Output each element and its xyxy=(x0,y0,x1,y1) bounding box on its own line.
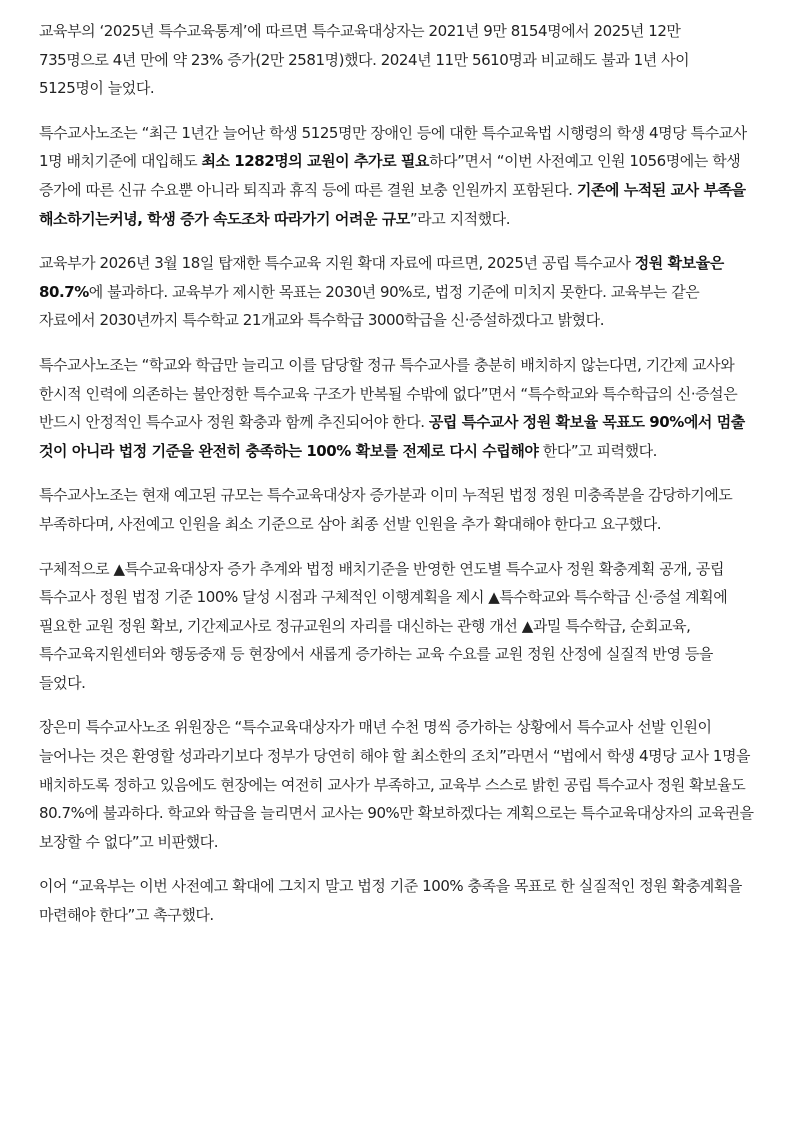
article-paragraph xyxy=(39,555,754,698)
paragraph-text: ”라고 지적했다. xyxy=(409,209,511,228)
article-paragraph xyxy=(39,119,754,233)
paragraph-text: 이어 “교육부는 이번 사전예고 확대에 그치지 말고 법정 기준 100% 충족을 목표로 한 실질적인 정원 확충계획을 마련해야 한다”고 촉구했다. xyxy=(39,877,742,925)
paragraph-text: 장은미 특수교사노조 위원장은 “특수교육대상자가 매년 수천 명씩 증가하는 상황에서 특수교사 선발 인원이 늘어나는 것은 환영할 성과라기보다 정부가 당연히 해야 할 최소한의 조치”라면서 “법에서 학생 4명당 교사 1명을 배치하도록 정하고 있음에도 현장에는 여전히 교사가 부족하고, 교육부 스스로 밝힌 공립 특수교사 정원 확보율도 80.7%에 불과하다. 학교와 학급을 늘리면서 교사는 90%만 확보하겠다는 계획으로는 특수교육대상자의 교육권을 보장할 수 없다”고 비판했다. xyxy=(39,718,754,851)
paragraph-text: 교육부의 ‘2025년 특수교육통계’에 따르면 특수교육대상자는 2021년 9만 8154명에서 2025년 12만 735명으로 4년 만에 약 23% 증가(2만 2581명)했다. 2024년 11만 5610명과 비교해도 불과 1년 사이 5125명이 늘었다. xyxy=(39,22,690,98)
article-paragraph xyxy=(39,17,754,103)
article-paragraph xyxy=(39,351,754,465)
paragraph-text: 특수교사노조는 현재 예고된 규모는 특수교육대상자 증가분과 이미 누적된 법정 정원 미충족분을 감당하기에도 부족하다며, 사전예고 인원을 최소 기준으로 삼아 최종 선발 인원을 추가 확대해야 한다고 요구했다. xyxy=(39,486,733,533)
paragraph-text: 구체적으로 ▲특수교육대상자 증가 추계와 법정 배치기준을 반영한 연도별 특수교사 정원 확충계획 공개, 공립 특수교사 정원 법정 기준 100% 달성 시점과 구체적인 이행계획을 제시 ▲특수학교와 특수학급 신·증설 계획에 필요한 교원 정원 확보, 기간제교사로 정규교원의 자리를 대신하는 관행 개선 ▲과밀 특수학급, 순회교육, 특수교육지원센터와 행동중재 등 현장에서 새롭게 증가하는 교육 수요를 교원 정원 산정에 실질적 반영 등을 들었다. xyxy=(39,559,728,692)
article-paragraph xyxy=(39,713,754,856)
article-paragraph xyxy=(39,872,754,929)
emphasis-text: 기존에 누적된 교사 부족을 해소하기는커녕, 학생 증가 속도조차 따라가기 어려운 규모 xyxy=(39,180,746,228)
paragraph-text: 에 불과하다. 교육부가 제시한 목표는 2030년 90%로, 법정 기준에 미치지 못한다. 교육부는 같은 자료에서 2030년까지 특수학교 21개교와 특수학급 3000학급을 신·증설하겠다고 밝혔다. xyxy=(39,282,700,330)
paragraph-text: 한다”고 피력했다. xyxy=(538,441,657,460)
paragraph-text: 하다”면서 “이번 사전예고 인원 1056명에는 학생 증가에 따른 신규 수요뿐 아니라 퇴직과 휴직 등에 따른 결원 보충 인원까지 포함된다. xyxy=(39,152,741,199)
article-paragraph xyxy=(39,249,754,335)
paragraph-text: 특수교사노조는 “최근 1년간 늘어난 학생 5125명만 장애인 등에 대한 특수교육법 시행령의 학생 4명당 특수교사 1명 배치기준에 대입해도 xyxy=(39,123,747,171)
emphasis-text: 최소 1282명의 교원이 추가로 필요 xyxy=(201,152,429,171)
article-paragraph xyxy=(39,481,754,538)
paragraph-text: 교육부가 2026년 3월 18일 탑재한 특수교육 지원 확대 자료에 따르면, 2025년 공립 특수교사 xyxy=(39,254,635,273)
emphasis-text: 공립 특수교사 정원 확보율 목표도 90%에서 멈출 것이 아니라 법정 기준을 완전히 충족하는 100% 확보를 전제로 다시 수립해야 xyxy=(39,413,745,460)
paragraph-text: 특수교사노조는 “학교와 학급만 늘리고 이를 담당할 정규 특수교사를 충분히 배치하지 않는다면, 기간제 교사와 한시적 인력에 의존하는 불안정한 특수교육 구조가 반복될 수밖에 없다”면서 “특수학교와 특수학급의 신·증설은 반드시 안정적인 특수교사 정원 확충과 함께 추진되어야 한다. xyxy=(39,355,738,432)
emphasis-text: 정원 확보율은 80.7% xyxy=(39,254,724,301)
